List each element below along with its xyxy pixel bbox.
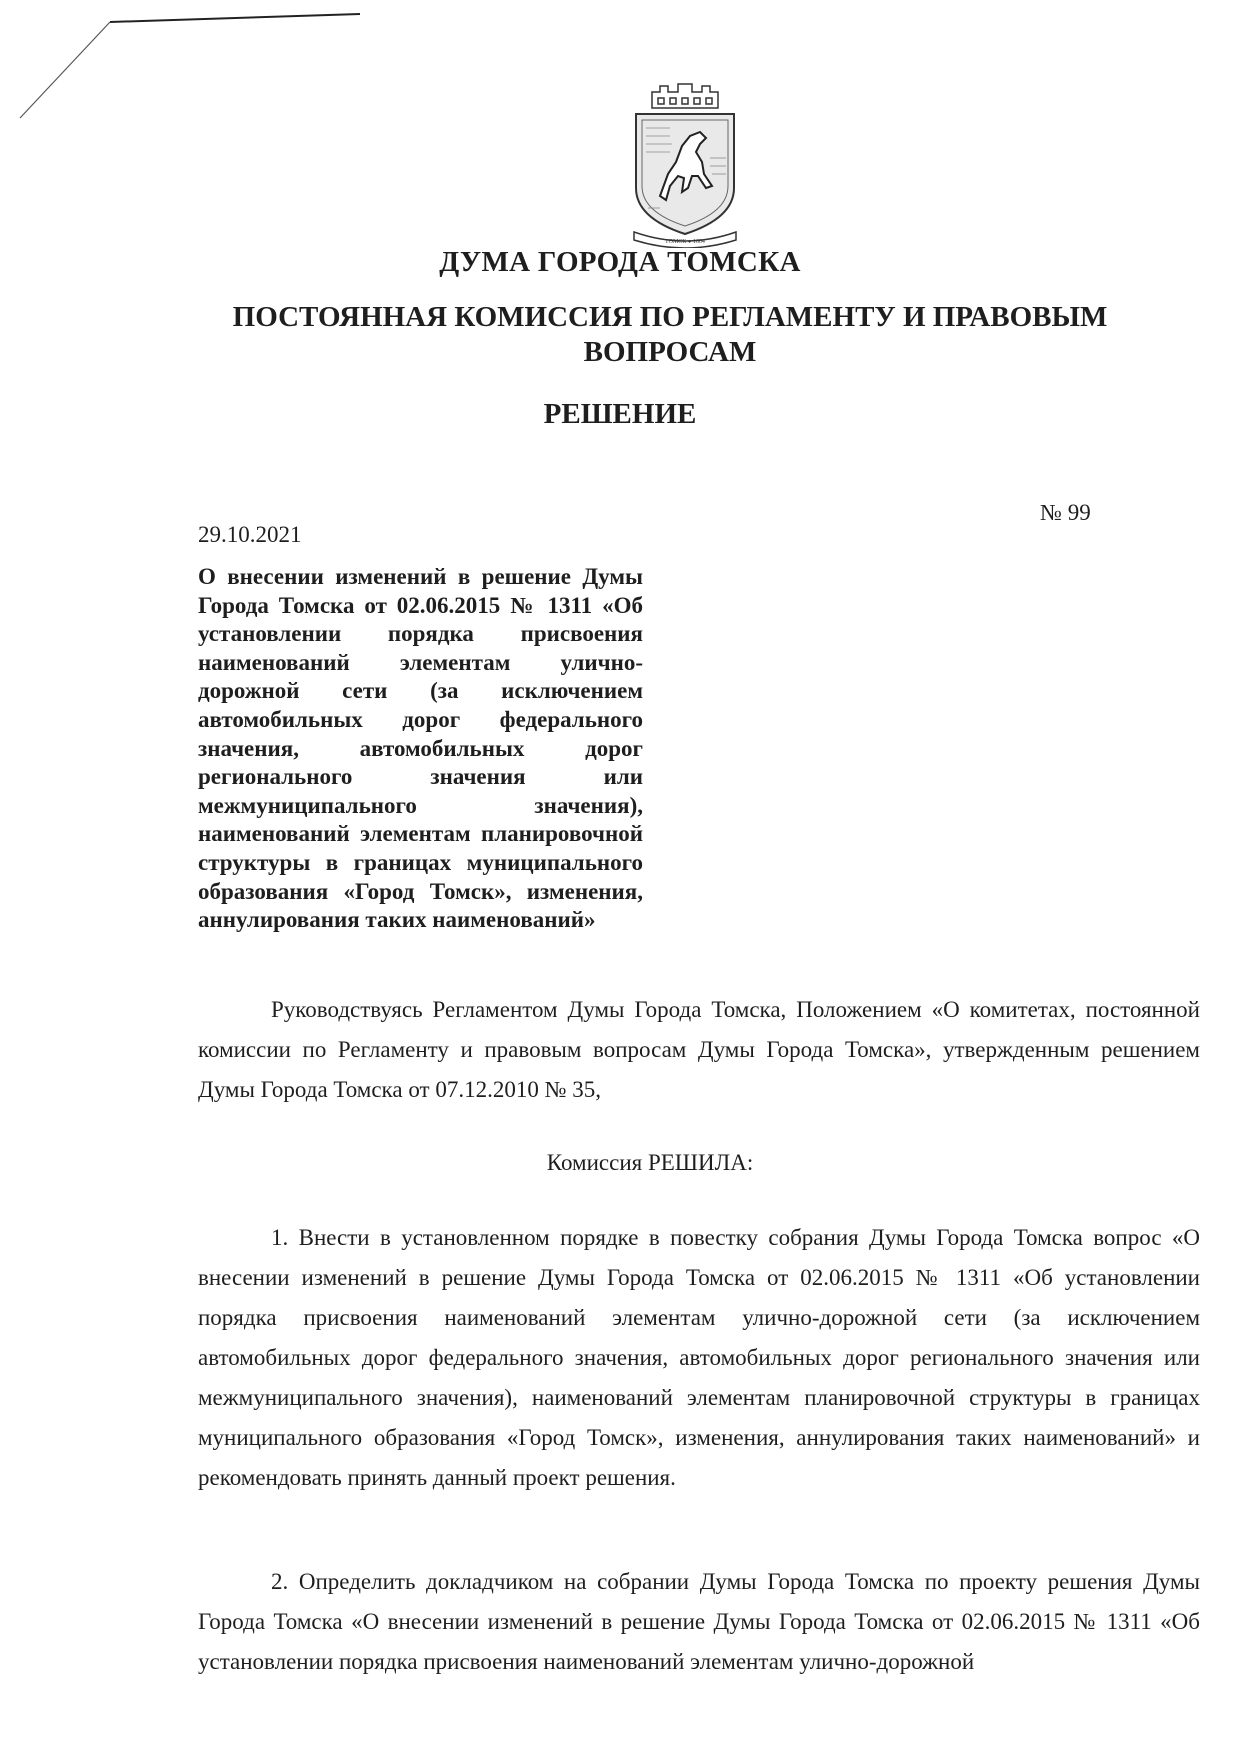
crown-icon <box>652 84 718 108</box>
resolved-heading: Комиссия РЕШИЛА: <box>546 1150 754 1175</box>
document-number: № 99 <box>1040 500 1091 525</box>
org-title: ДУМА ГОРОДА ТОМСКА <box>439 246 801 278</box>
coat-of-arms-emblem <box>630 78 740 248</box>
item-1-paragraph: 1. Внести в установленном порядке в повестку собрания Думы Города Томска вопрос «О внесении изменений в решение Думы Города Томска от 02.06.2015 № 1311 «Об установлении порядка присвоения наименований элементам улично-дорожной сети (за исключением автомобильных дорог федерального значения, автомобильных дорог регионального значения или межмуниципального значения), наименований элементам планировочной структуры в границах муниципального образования «Город Томск», изменения, аннулирования таких наименований» и рекомендовать принять данный проект решения. <box>198 1225 1200 1490</box>
document-date: 29.10.2021 <box>198 522 302 547</box>
item-2-paragraph: 2. Определить докладчиком на собрании Думы Города Томска по проекту решения Думы Города Томска «О внесении изменений в решение Думы Города Томска от 02.06.2015 № 1311 «Об установлении порядка присвоения наименований элементам улично-дорожной <box>198 1569 1200 1674</box>
scan-corner-artifact <box>0 0 400 130</box>
ribbon-text: ТОМСК ● 1604 <box>665 239 705 245</box>
preamble-paragraph: Руководствуясь Регламентом Думы Города Томска, Положением «О комитетах, постоянной комиссии по Регламенту и правовым вопросам Думы Города Томска», утвержденным решением Думы Города Томска от 07.12.2010 № 35, <box>198 997 1200 1102</box>
commission-title: ПОСТОЯННАЯ КОМИССИЯ ПО РЕГЛАМЕНТУ И ПРАВОВЫМ ВОПРОСАМ <box>232 301 1108 368</box>
decision-title: РЕШЕНИЕ <box>543 398 697 430</box>
decision-subject: О внесении изменений в решение Думы Города Томска от 02.06.2015 № 1311 «Об установлении порядка присвоения наименований элементам улично-дорожной сети (за исключением автомобильных дорог федерального значения, автомобильных дорог регионального значения или межмуниципального значения), наименований элементам планировочной структуры в границах муниципального образования «Город Томск», изменения, аннулирования таких наименований» <box>198 564 643 933</box>
